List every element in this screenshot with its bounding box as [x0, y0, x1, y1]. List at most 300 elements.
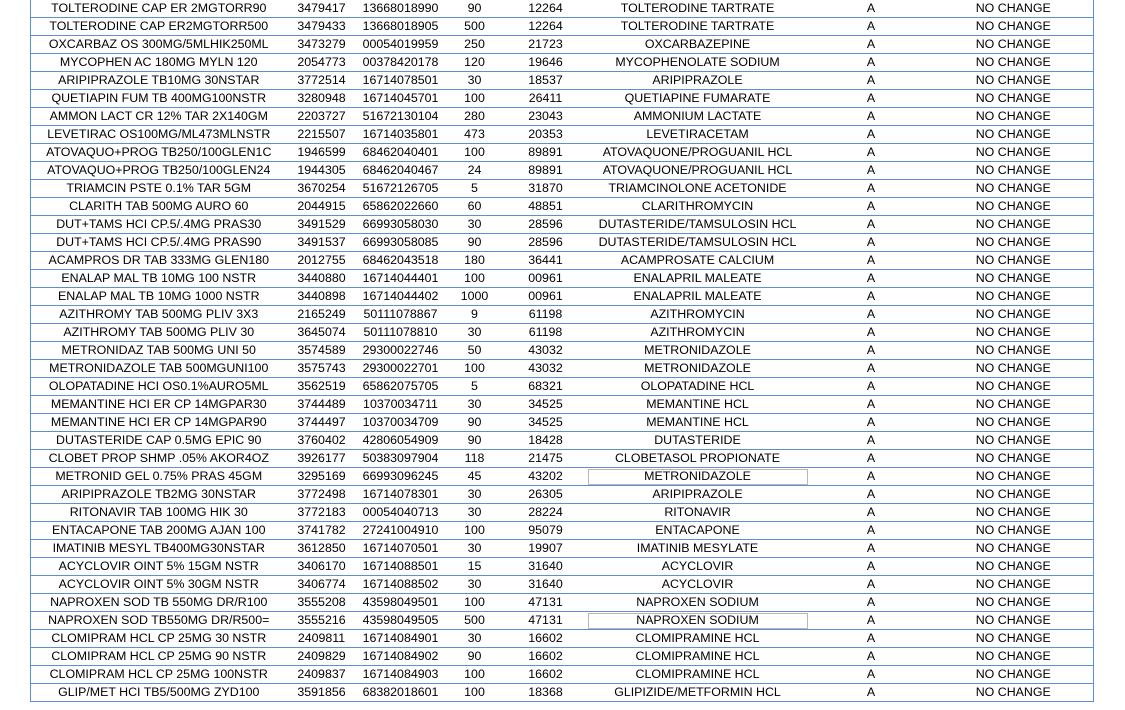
change-cell: NO CHANGE [934, 306, 1094, 324]
code-cell: 43032 [505, 360, 587, 378]
quantity-cell: 30 [445, 324, 505, 342]
change-cell: NO CHANGE [934, 90, 1094, 108]
id-number-cell: 3440880 [287, 270, 357, 288]
quantity-cell: 100 [445, 144, 505, 162]
id-number-cell: 3741782 [287, 522, 357, 540]
drug-list-body [31, 0, 1094, 702]
ndc-cell: 29300022746 [357, 342, 445, 360]
status-cell: A [809, 432, 934, 450]
generic-name-cell: DUTASTERIDE/TAMSULOSIN HCL [587, 234, 809, 252]
code-cell: 21723 [505, 36, 587, 54]
table-row [31, 270, 1094, 288]
id-number-cell: 3473279 [287, 36, 357, 54]
status-cell: A [809, 342, 934, 360]
table-row [31, 468, 1094, 486]
id-number-cell: 2409837 [287, 666, 357, 684]
status-cell: A [809, 126, 934, 144]
table-row [31, 252, 1094, 270]
ndc-cell: 43598049505 [357, 612, 445, 630]
status-cell: A [809, 144, 934, 162]
drug-description-cell: AZITHROMY TAB 500MG PLIV 30 [31, 324, 287, 342]
change-cell: NO CHANGE [934, 666, 1094, 684]
ndc-cell: 51672130104 [357, 108, 445, 126]
table-row [31, 594, 1094, 612]
table-row [31, 126, 1094, 144]
code-cell: 95079 [505, 522, 587, 540]
change-cell: NO CHANGE [934, 180, 1094, 198]
ndc-cell: 50111078867 [357, 306, 445, 324]
table-row [31, 180, 1094, 198]
change-cell: NO CHANGE [934, 126, 1094, 144]
status-cell: A [809, 270, 934, 288]
quantity-cell: 15 [445, 558, 505, 576]
quantity-cell: 100 [445, 666, 505, 684]
code-cell: 12264 [505, 0, 587, 18]
drug-description-cell: TRIAMCIN PSTE 0.1% TAR 5GM [31, 180, 287, 198]
ndc-cell: 00054019959 [357, 36, 445, 54]
change-cell: NO CHANGE [934, 630, 1094, 648]
ndc-cell: 16714070501 [357, 540, 445, 558]
code-cell: 89891 [505, 144, 587, 162]
change-cell: NO CHANGE [934, 540, 1094, 558]
change-cell: NO CHANGE [934, 288, 1094, 306]
quantity-cell: 30 [445, 540, 505, 558]
drug-description-cell: ACYCLOVIR OINT 5% 15GM NSTR [31, 558, 287, 576]
status-cell: A [809, 468, 934, 486]
change-cell: NO CHANGE [934, 576, 1094, 594]
table-row [31, 684, 1094, 702]
generic-name-cell: DUTASTERIDE [587, 432, 809, 450]
table-row [31, 486, 1094, 504]
status-cell: A [809, 18, 934, 36]
table-row [31, 630, 1094, 648]
id-number-cell: 3575743 [287, 360, 357, 378]
change-cell: NO CHANGE [934, 378, 1094, 396]
change-cell: NO CHANGE [934, 216, 1094, 234]
generic-name-cell: ATOVAQUONE/PROGUANIL HCL [587, 162, 809, 180]
quantity-cell: 100 [445, 684, 505, 702]
ndc-cell: 65862075705 [357, 378, 445, 396]
drug-description-cell: QUETIAPIN FUM TB 400MG100NSTR [31, 90, 287, 108]
ndc-cell: 00378420178 [357, 54, 445, 72]
ndc-cell: 10370034711 [357, 396, 445, 414]
id-number-cell: 3574589 [287, 342, 357, 360]
drug-description-cell: ENALAP MAL TB 10MG 100 NSTR [31, 270, 287, 288]
ndc-cell: 68382018601 [357, 684, 445, 702]
table-row [31, 522, 1094, 540]
id-number-cell: 3479433 [287, 18, 357, 36]
generic-name-cell: GLIPIZIDE/METFORMIN HCL [587, 684, 809, 702]
ndc-cell: 68462040467 [357, 162, 445, 180]
change-cell: NO CHANGE [934, 108, 1094, 126]
drug-description-cell: OLOPATADINE HCI OS0.1%AURO5ML [31, 378, 287, 396]
id-number-cell: 3760402 [287, 432, 357, 450]
status-cell: A [809, 324, 934, 342]
quantity-cell: 100 [445, 90, 505, 108]
status-cell: A [809, 396, 934, 414]
code-cell: 47131 [505, 594, 587, 612]
quantity-cell: 24 [445, 162, 505, 180]
drug-description-cell: MEMANTINE HCI ER CP 14MGPAR30 [31, 396, 287, 414]
status-cell: A [809, 504, 934, 522]
ndc-cell: 43598049501 [357, 594, 445, 612]
code-cell: 61198 [505, 324, 587, 342]
generic-name-cell: METRONIDAZOLE [587, 468, 809, 486]
code-cell: 47131 [505, 612, 587, 630]
quantity-cell: 180 [445, 252, 505, 270]
id-number-cell: 3926177 [287, 450, 357, 468]
ndc-cell: 16714084901 [357, 630, 445, 648]
ndc-cell: 16714044402 [357, 288, 445, 306]
code-cell: 00961 [505, 288, 587, 306]
drug-description-cell: CLOMIPRAM HCL CP 25MG 100NSTR [31, 666, 287, 684]
id-number-cell: 3406170 [287, 558, 357, 576]
quantity-cell: 100 [445, 360, 505, 378]
generic-name-cell: CLOMIPRAMINE HCL [587, 648, 809, 666]
table-row [31, 432, 1094, 450]
id-number-cell: 3440898 [287, 288, 357, 306]
id-number-cell: 3295169 [287, 468, 357, 486]
drug-description-cell: OXCARBAZ OS 300MG/5MLHIK250ML [31, 36, 287, 54]
ndc-cell: 16714035801 [357, 126, 445, 144]
ndc-cell: 16714044401 [357, 270, 445, 288]
drug-description-cell: AMMON LACT CR 12% TAR 2X140GM [31, 108, 287, 126]
change-cell: NO CHANGE [934, 144, 1094, 162]
change-cell: NO CHANGE [934, 36, 1094, 54]
code-cell: 23043 [505, 108, 587, 126]
quantity-cell: 30 [445, 486, 505, 504]
quantity-cell: 30 [445, 630, 505, 648]
quantity-cell: 30 [445, 504, 505, 522]
drug-description-cell: LEVETIRAC OS100MG/ML473MLNSTR [31, 126, 287, 144]
code-cell: 21475 [505, 450, 587, 468]
status-cell: A [809, 198, 934, 216]
ndc-cell: 42806054909 [357, 432, 445, 450]
quantity-cell: 30 [445, 72, 505, 90]
id-number-cell: 1944305 [287, 162, 357, 180]
status-cell: A [809, 522, 934, 540]
quantity-cell: 60 [445, 198, 505, 216]
change-cell: NO CHANGE [934, 198, 1094, 216]
code-cell: 19907 [505, 540, 587, 558]
code-cell: 34525 [505, 396, 587, 414]
code-cell: 16602 [505, 666, 587, 684]
ndc-cell: 16714084903 [357, 666, 445, 684]
change-cell: NO CHANGE [934, 396, 1094, 414]
change-cell: NO CHANGE [934, 360, 1094, 378]
ndc-cell: 50383097904 [357, 450, 445, 468]
quantity-cell: 50 [445, 342, 505, 360]
change-cell: NO CHANGE [934, 504, 1094, 522]
drug-description-cell: TOLTERODINE CAP ER 2MGTORR90 [31, 0, 287, 18]
status-cell: A [809, 648, 934, 666]
table-row [31, 558, 1094, 576]
status-cell: A [809, 252, 934, 270]
table-row [31, 90, 1094, 108]
code-cell: 48851 [505, 198, 587, 216]
drug-description-cell: AZITHROMY TAB 500MG PLIV 3X3 [31, 306, 287, 324]
drug-description-cell: DUT+TAMS HCI CP.5/.4MG PRAS90 [31, 234, 287, 252]
generic-name-cell: TOLTERODINE TARTRATE [587, 18, 809, 36]
drug-description-cell: ATOVAQUO+PROG TB250/100GLEN24 [31, 162, 287, 180]
drug-description-cell: ARIPIPRAZOLE TB10MG 30NSTAR [31, 72, 287, 90]
code-cell: 68321 [505, 378, 587, 396]
id-number-cell: 2215507 [287, 126, 357, 144]
ndc-cell: 16714078301 [357, 486, 445, 504]
code-cell: 28596 [505, 216, 587, 234]
drug-description-cell: RITONAVIR TAB 100MG HIK 30 [31, 504, 287, 522]
change-cell: NO CHANGE [934, 612, 1094, 630]
ndc-cell: 66993058085 [357, 234, 445, 252]
status-cell: A [809, 288, 934, 306]
code-cell: 28224 [505, 504, 587, 522]
quantity-cell: 120 [445, 54, 505, 72]
status-cell: A [809, 180, 934, 198]
table-row [31, 198, 1094, 216]
ndc-cell: 66993058030 [357, 216, 445, 234]
drug-list-table [30, 0, 1094, 702]
ndc-cell: 29300022701 [357, 360, 445, 378]
quantity-cell: 280 [445, 108, 505, 126]
status-cell: A [809, 594, 934, 612]
code-cell: 89891 [505, 162, 587, 180]
generic-name-cell: DUTASTERIDE/TAMSULOSIN HCL [587, 216, 809, 234]
change-cell: NO CHANGE [934, 522, 1094, 540]
code-cell: 31870 [505, 180, 587, 198]
change-cell: NO CHANGE [934, 684, 1094, 702]
code-cell: 16602 [505, 648, 587, 666]
quantity-cell: 5 [445, 180, 505, 198]
code-cell: 18368 [505, 684, 587, 702]
status-cell: A [809, 360, 934, 378]
id-number-cell: 2203727 [287, 108, 357, 126]
id-number-cell: 2012755 [287, 252, 357, 270]
ndc-cell: 16714084902 [357, 648, 445, 666]
quantity-cell: 90 [445, 0, 505, 18]
code-cell: 31640 [505, 576, 587, 594]
ndc-cell: 00054040713 [357, 504, 445, 522]
id-number-cell: 3670254 [287, 180, 357, 198]
generic-name-cell: ATOVAQUONE/PROGUANIL HCL [587, 144, 809, 162]
quantity-cell: 500 [445, 18, 505, 36]
generic-name-cell: AZITHROMYCIN [587, 324, 809, 342]
generic-name-cell: TRIAMCINOLONE ACETONIDE [587, 180, 809, 198]
drug-description-cell: ACYCLOVIR OINT 5% 30GM NSTR [31, 576, 287, 594]
quantity-cell: 1000 [445, 288, 505, 306]
change-cell: NO CHANGE [934, 486, 1094, 504]
generic-name-cell: NAPROXEN SODIUM [587, 594, 809, 612]
table-row [31, 54, 1094, 72]
table-row [31, 576, 1094, 594]
drug-description-cell: METRONIDAZOLE TAB 500MGUNI100 [31, 360, 287, 378]
quantity-cell: 45 [445, 468, 505, 486]
status-cell: A [809, 90, 934, 108]
status-cell: A [809, 576, 934, 594]
id-number-cell: 3280948 [287, 90, 357, 108]
table-row [31, 360, 1094, 378]
status-cell: A [809, 216, 934, 234]
generic-name-cell: TOLTERODINE TARTRATE [587, 0, 809, 18]
quantity-cell: 30 [445, 576, 505, 594]
status-cell: A [809, 0, 934, 18]
ndc-cell: 66993096245 [357, 468, 445, 486]
status-cell: A [809, 630, 934, 648]
table-row [31, 288, 1094, 306]
change-cell: NO CHANGE [934, 72, 1094, 90]
drug-description-cell: ACAMPROS DR TAB 333MG GLEN180 [31, 252, 287, 270]
change-cell: NO CHANGE [934, 252, 1094, 270]
table-row [31, 666, 1094, 684]
change-cell: NO CHANGE [934, 450, 1094, 468]
drug-description-cell: DUT+TAMS HCI CP.5/.4MG PRAS30 [31, 216, 287, 234]
drug-description-cell: TOLTERODINE CAP ER2MGTORR500 [31, 18, 287, 36]
code-cell: 43032 [505, 342, 587, 360]
drug-description-cell: DUTASTERIDE CAP 0.5MG EPIC 90 [31, 432, 287, 450]
id-number-cell: 3491529 [287, 216, 357, 234]
table-row [31, 144, 1094, 162]
table-row [31, 72, 1094, 90]
drug-description-cell: METRONIDAZ TAB 500MG UNI 50 [31, 342, 287, 360]
table-row [31, 234, 1094, 252]
generic-name-cell: IMATINIB MESYLATE [587, 540, 809, 558]
generic-name-cell: OXCARBAZEPINE [587, 36, 809, 54]
status-cell: A [809, 558, 934, 576]
code-cell: 36441 [505, 252, 587, 270]
ndc-cell: 51672126705 [357, 180, 445, 198]
drug-description-cell: NAPROXEN SOD TB 550MG DR/R100 [31, 594, 287, 612]
change-cell: NO CHANGE [934, 342, 1094, 360]
ndc-cell: 50111078810 [357, 324, 445, 342]
generic-name-cell: OLOPATADINE HCL [587, 378, 809, 396]
generic-name-cell: ACYCLOVIR [587, 576, 809, 594]
drug-description-cell: CLARITH TAB 500MG AURO 60 [31, 198, 287, 216]
status-cell: A [809, 666, 934, 684]
status-cell: A [809, 450, 934, 468]
drug-description-cell: ENTACAPONE TAB 200MG AJAN 100 [31, 522, 287, 540]
status-cell: A [809, 36, 934, 54]
code-cell: 34525 [505, 414, 587, 432]
change-cell: NO CHANGE [934, 468, 1094, 486]
status-cell: A [809, 612, 934, 630]
ndc-cell: 13668018905 [357, 18, 445, 36]
quantity-cell: 100 [445, 594, 505, 612]
generic-name-cell: MEMANTINE HCL [587, 414, 809, 432]
drug-description-cell: MYCOPHEN AC 180MG MYLN 120 [31, 54, 287, 72]
code-cell: 18537 [505, 72, 587, 90]
drug-description-cell: CLOBET PROP SHMP .05% AKOR4OZ [31, 450, 287, 468]
ndc-cell: 16714088501 [357, 558, 445, 576]
drug-description-cell: METRONID GEL 0.75% PRAS 45GM [31, 468, 287, 486]
quantity-cell: 30 [445, 216, 505, 234]
change-cell: NO CHANGE [934, 648, 1094, 666]
change-cell: NO CHANGE [934, 234, 1094, 252]
status-cell: A [809, 378, 934, 396]
id-number-cell: 1946599 [287, 144, 357, 162]
table-row [31, 396, 1094, 414]
generic-name-cell: ACAMPROSATE CALCIUM [587, 252, 809, 270]
table-row [31, 216, 1094, 234]
drug-description-cell: ARIPIPRAZOLE TB2MG 30NSTAR [31, 486, 287, 504]
table-row [31, 612, 1094, 630]
table-row [31, 342, 1094, 360]
quantity-cell: 118 [445, 450, 505, 468]
drug-description-cell: ATOVAQUO+PROG TB250/100GLEN1C [31, 144, 287, 162]
code-cell: 28596 [505, 234, 587, 252]
quantity-cell: 90 [445, 234, 505, 252]
generic-name-cell: CLOMIPRAMINE HCL [587, 630, 809, 648]
code-cell: 20353 [505, 126, 587, 144]
quantity-cell: 90 [445, 432, 505, 450]
code-cell: 31640 [505, 558, 587, 576]
code-cell: 43202 [505, 468, 587, 486]
change-cell: NO CHANGE [934, 54, 1094, 72]
id-number-cell: 3612850 [287, 540, 357, 558]
drug-description-cell: CLOMIPRAM HCL CP 25MG 90 NSTR [31, 648, 287, 666]
generic-name-cell: ENALAPRIL MALEATE [587, 288, 809, 306]
change-cell: NO CHANGE [934, 594, 1094, 612]
status-cell: A [809, 54, 934, 72]
ndc-cell: 16714088502 [357, 576, 445, 594]
id-number-cell: 3591856 [287, 684, 357, 702]
change-cell: NO CHANGE [934, 270, 1094, 288]
status-cell: A [809, 234, 934, 252]
quantity-cell: 250 [445, 36, 505, 54]
table-row [31, 450, 1094, 468]
table-row [31, 648, 1094, 666]
generic-name-cell: CLOBETASOL PROPIONATE [587, 450, 809, 468]
generic-name-cell: CLOMIPRAMINE HCL [587, 666, 809, 684]
ndc-cell: 16714045701 [357, 90, 445, 108]
status-cell: A [809, 108, 934, 126]
ndc-cell: 10370034709 [357, 414, 445, 432]
id-number-cell: 2409811 [287, 630, 357, 648]
code-cell: 18428 [505, 432, 587, 450]
table-row [31, 36, 1094, 54]
table-row [31, 504, 1094, 522]
change-cell: NO CHANGE [934, 558, 1094, 576]
change-cell: NO CHANGE [934, 414, 1094, 432]
status-cell: A [809, 486, 934, 504]
generic-name-cell: ENALAPRIL MALEATE [587, 270, 809, 288]
generic-name-cell: AMMONIUM LACTATE [587, 108, 809, 126]
quantity-cell: 100 [445, 522, 505, 540]
table-row [31, 108, 1094, 126]
generic-name-cell: MEMANTINE HCL [587, 396, 809, 414]
code-cell: 61198 [505, 306, 587, 324]
id-number-cell: 2409829 [287, 648, 357, 666]
id-number-cell: 3772498 [287, 486, 357, 504]
generic-name-cell: ACYCLOVIR [587, 558, 809, 576]
id-number-cell: 3772183 [287, 504, 357, 522]
status-cell: A [809, 72, 934, 90]
status-cell: A [809, 414, 934, 432]
ndc-cell: 68462040401 [357, 144, 445, 162]
generic-name-cell: ARIPIPRAZOLE [587, 486, 809, 504]
ndc-cell: 27241004910 [357, 522, 445, 540]
quantity-cell: 30 [445, 396, 505, 414]
id-number-cell: 2044915 [287, 198, 357, 216]
generic-name-cell: AZITHROMYCIN [587, 306, 809, 324]
code-cell: 19646 [505, 54, 587, 72]
id-number-cell: 2054773 [287, 54, 357, 72]
generic-name-cell: METRONIDAZOLE [587, 342, 809, 360]
quantity-cell: 100 [445, 270, 505, 288]
generic-name-cell: LEVETIRACETAM [587, 126, 809, 144]
change-cell: NO CHANGE [934, 0, 1094, 18]
quantity-cell: 500 [445, 612, 505, 630]
id-number-cell: 3479417 [287, 0, 357, 18]
quantity-cell: 90 [445, 414, 505, 432]
